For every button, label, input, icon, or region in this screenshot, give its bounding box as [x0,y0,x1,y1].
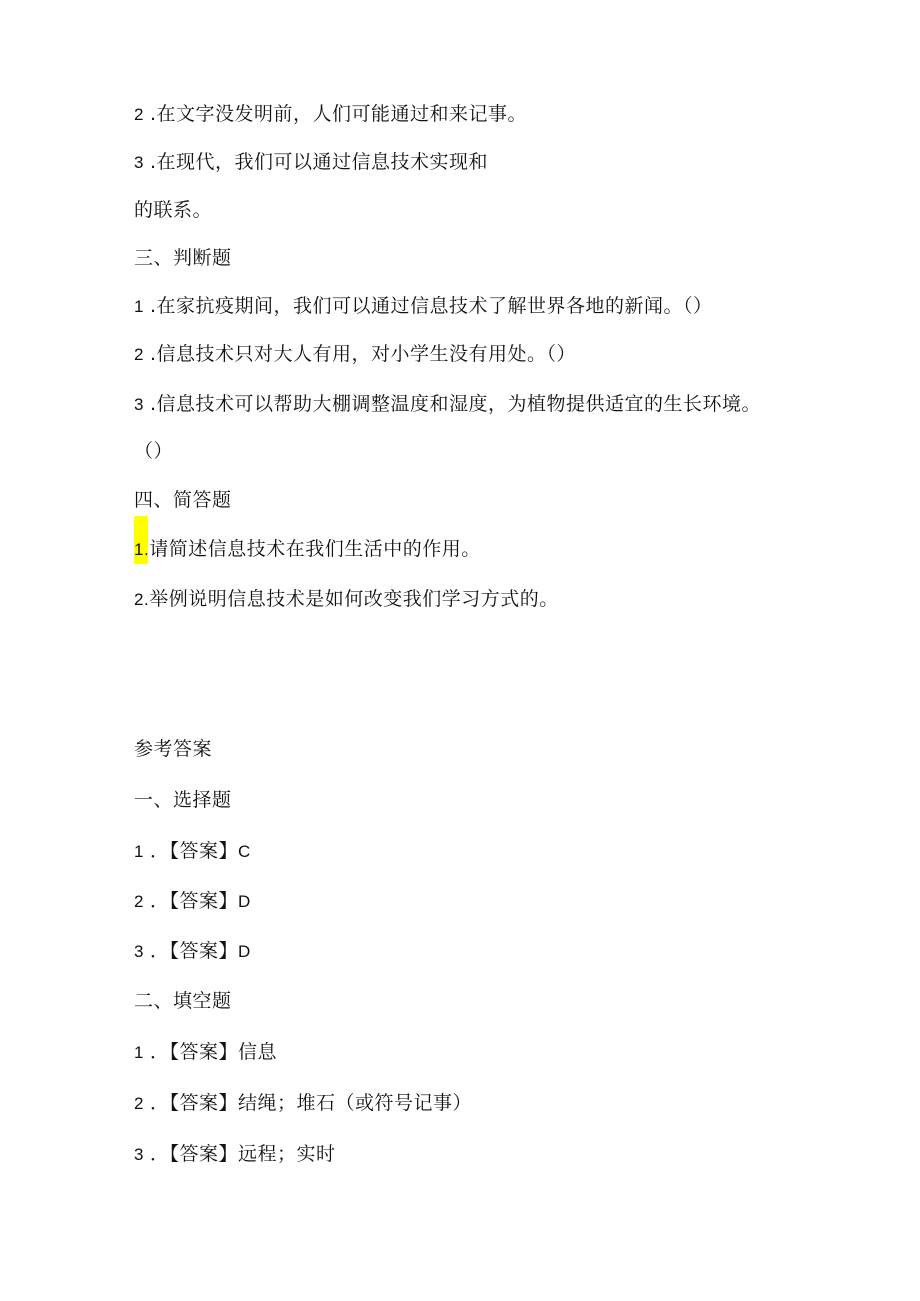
answer-fill-3 [134,1142,336,1167]
answer-number: 2 [134,892,144,911]
question-number: 2 [134,105,144,124]
answer-choice-2 [134,889,251,914]
answer-number: 1 [134,1043,144,1062]
judgement-heading: 三、判断题 [134,247,232,269]
answer-number: 3 [134,942,144,961]
question-text: .在家抗疫期间，我们可以通过信息技术了解世界各地的新闻。（） [150,295,713,317]
answer-text: ．【答案】结绳；堆石（或符号记事） [150,1092,473,1114]
short-answer-question-2 [134,587,559,612]
answer-choice-3 [134,939,251,964]
question-number: 2 [134,345,144,364]
answer-label: ．【答案】 [150,940,239,962]
answers-title: 参考答案 [134,738,213,760]
answer-text: ．【答案】远程；实时 [150,1143,336,1165]
question-text: .在现代，我们可以通过信息技术实现和 [150,151,489,173]
question-text: .在文字没发明前，人们可能通过和来记事。 [150,103,528,125]
answer-value: D [238,892,251,911]
judgement-question-2 [134,342,576,367]
answer-text: ．【答案】信息 [150,1041,278,1063]
question-text: 请简述信息技术在我们生活中的作用。 [149,538,481,560]
judgement-question-3-continuation: （） [134,440,174,462]
short-answer-heading: 四、简答题 [134,489,232,511]
fill-blank-question-3 [134,150,488,175]
fill-blank-question-3-continuation: 的联系。 [134,199,213,221]
answer-value: C [238,842,251,861]
question-number: 1 [134,297,144,316]
judgement-question-3 [134,392,761,417]
fill-blank-question-2 [134,102,527,127]
question-number: 3 [134,153,144,172]
answer-fill-1 [134,1040,277,1065]
answer-fill-2 [134,1091,472,1116]
answer-label: ．【答案】 [150,890,239,912]
answer-number: 2 [134,1094,144,1113]
question-number: 1. [134,540,150,559]
answer-label: ．【答案】 [150,840,239,862]
answers-fill-heading: 二、填空题 [134,990,232,1012]
answer-value: D [238,942,251,961]
answers-choice-heading: 一、选择题 [134,789,232,811]
question-number: 2. [134,590,150,609]
answer-number: 3 [134,1145,144,1164]
question-number: 3 [134,395,144,414]
judgement-question-1 [134,294,713,319]
short-answer-question-1 [134,537,481,562]
question-text: .信息技术只对大人有用，对小学生没有用处。（） [150,343,577,365]
answer-number: 1 [134,842,144,861]
question-text: 举例说明信息技术是如何改变我们学习方式的。 [149,588,559,610]
question-text: .信息技术可以帮助大棚调整温度和湿度，为植物提供适宜的生长环境。 [150,393,762,415]
answer-choice-1 [134,839,251,864]
